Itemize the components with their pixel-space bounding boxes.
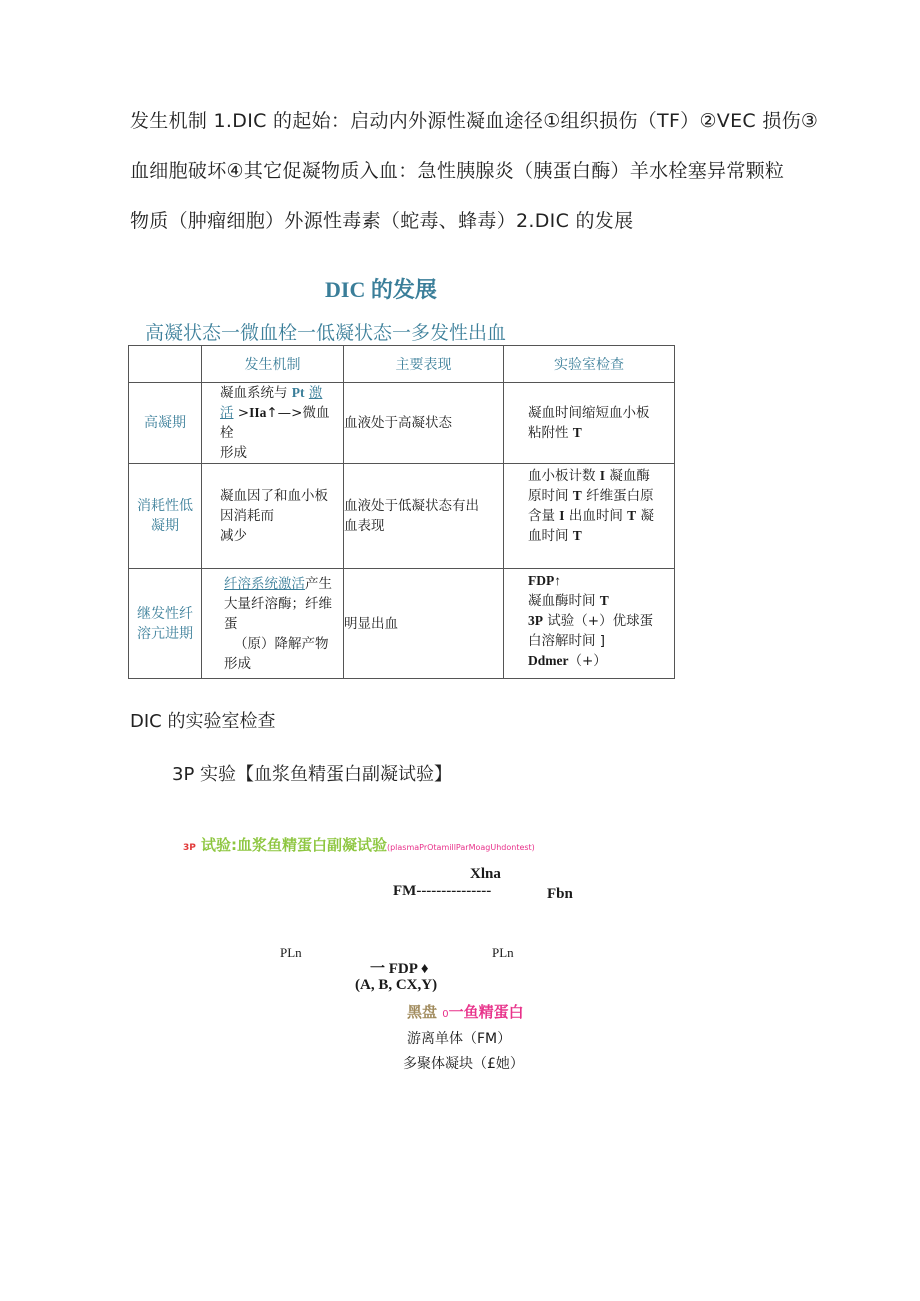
lab-line: 血时间 T — [528, 528, 582, 544]
fdp-fragments: (A, B, CX,Y) — [355, 977, 438, 993]
mechanism-line: 因消耗而 — [220, 508, 274, 524]
manifestation-line: 血表现 — [344, 518, 385, 534]
lab-line: 白溶解时间 ] — [528, 633, 606, 649]
mechanism-line: 凝血因了和血小板 — [220, 488, 328, 504]
table-header: 实验室检查 — [504, 346, 675, 383]
manifestation-cell — [344, 464, 504, 569]
dic-stage-table — [128, 345, 675, 679]
diagram-title-english: (plasmaPrOtamillParMoagUhdontest) — [386, 843, 535, 852]
mechanism-cell — [202, 464, 344, 569]
table-row — [129, 464, 675, 569]
progression-line: 高凝状态一微血栓一低凝状态一多发性出血 — [145, 322, 507, 344]
pln-right-label: PLn — [492, 945, 514, 960]
lab-line: 含量 I 出血时间 T 凝 — [528, 508, 654, 524]
stage-cell — [129, 383, 202, 464]
black-label: 黑盘 — [407, 1003, 438, 1021]
mechanism-line: 蛋 — [224, 615, 238, 632]
lab-line: Ddmer（+） — [528, 653, 607, 669]
lab-line: 凝血时间缩短血小板 — [528, 405, 650, 421]
stage-label: 高凝期 — [144, 415, 186, 431]
free-monomer-label: 游离单体（FM） — [407, 1031, 512, 1047]
protamine-row — [407, 1001, 524, 1022]
polymer-clot-label: 多聚体凝块（£她） — [403, 1056, 524, 1072]
diagram-title-prefix: 3P — [183, 843, 196, 853]
stage-cell — [129, 464, 202, 569]
mechanism-line: 凝血系统与 Pt 激 — [220, 385, 323, 401]
table-row — [129, 383, 675, 464]
subheading: 3P 实验【血浆鱼精蛋白副凝试验】 — [172, 764, 453, 785]
table-row — [129, 569, 675, 679]
section-heading: DIC 的实验室检查 — [130, 711, 276, 732]
mechanism-cell — [202, 383, 344, 464]
lab-line: 粘附性 T — [528, 425, 582, 441]
stage-label: 溶亢进期 — [137, 625, 193, 642]
manifestation-line: 明显出血 — [344, 615, 398, 632]
diagram-title-main: 试验:血浆鱼精蛋白副凝试验 — [200, 836, 387, 854]
table-header: 发生机制 — [202, 346, 344, 383]
subscript-zero: 0 — [442, 1009, 449, 1020]
stage-label: 凝期 — [151, 518, 179, 534]
manifestation-cell — [344, 569, 504, 679]
manifestation-line: 血液处于低凝状态有出 — [344, 498, 479, 514]
lab-cell — [504, 383, 675, 464]
intro-line-3: 物质（肿瘤细胞）外源性毒素（蛇毒、蜂毒）2.DIC 的发展 — [130, 210, 634, 232]
mechanism-line: 大量纤溶酶；纤维 — [224, 595, 332, 612]
lab-line: FDP↑ — [528, 573, 561, 588]
figure-title: DIC 的发展 — [325, 277, 437, 302]
mechanism-line: 活 >IIa↑—>微血栓 — [220, 405, 330, 441]
mechanism-line: 形成 — [220, 445, 247, 461]
mechanism-line: 纤溶系统激活产生 — [224, 575, 332, 592]
fbn-label: Fbn — [547, 886, 573, 902]
lab-cell — [504, 569, 675, 679]
intro-line-2: 血细胞破坏④其它促凝物质入血：急性胰腺炎（胰蛋白酶）羊水栓塞异常颗粒 — [130, 160, 785, 182]
lab-line: 凝血酶时间 T — [528, 593, 609, 609]
fm-arrow-line: FM--------------- — [393, 883, 492, 899]
protamine-label: 一鱼精蛋白 — [448, 1003, 524, 1021]
manifestation-line: 血液处于高凝状态 — [344, 415, 452, 431]
lab-cell — [504, 464, 675, 569]
mechanism-line: 减少 — [220, 528, 247, 544]
manifestation-cell — [344, 383, 504, 464]
lab-line: 血小板计数 I 凝血酶 — [528, 468, 650, 484]
pln-left-label: PLn — [280, 945, 302, 960]
stage-label: 继发性纤 — [137, 605, 193, 622]
header-empty — [129, 346, 202, 383]
fdp-label: 一 FDP ♦ — [370, 961, 429, 977]
stage-cell — [129, 569, 202, 679]
table-header: 主要表现 — [344, 346, 504, 383]
table-header-row — [129, 346, 675, 383]
stage-label: 消耗性低 — [137, 498, 193, 514]
lab-line: 3P 试验（+）优球蛋 — [528, 613, 654, 629]
intro-line-1: 发生机制 1.DIC 的起始：启动内外源性凝血途径①组织损伤（TF）②VEC 损伤③ — [130, 110, 819, 132]
mechanism-cell — [202, 569, 344, 679]
xlna-label: Xlna — [470, 866, 501, 882]
mechanism-line: （原）降解产物 — [234, 635, 329, 652]
lab-line: 原时间 T 纤维蛋白原 — [528, 488, 654, 504]
mechanism-line: 形成 — [224, 655, 251, 672]
diagram-title — [183, 834, 535, 855]
